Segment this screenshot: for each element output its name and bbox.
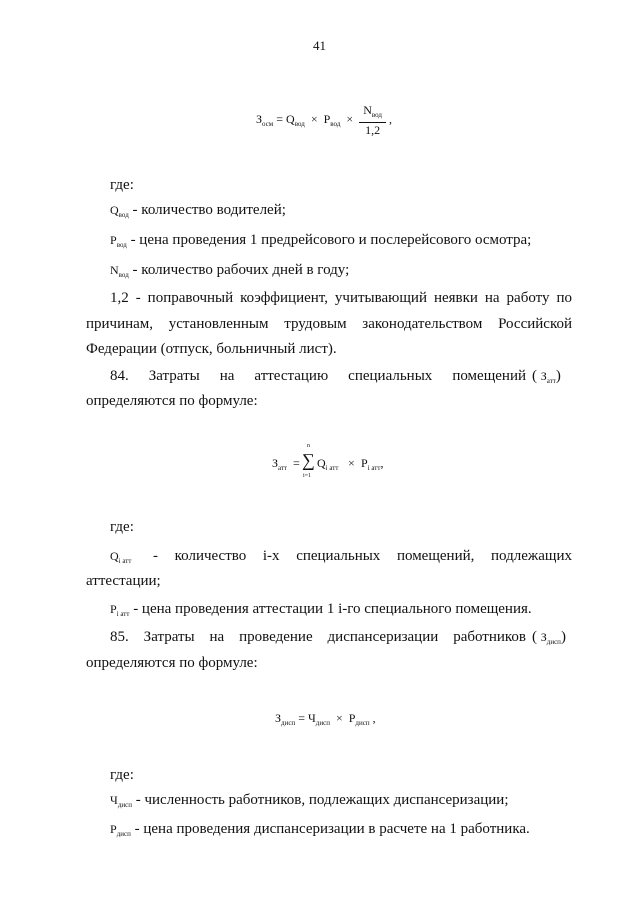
definition-line: $Q_{вод}$ - количество водителей; — [110, 202, 286, 219]
page-number: 41 — [313, 38, 326, 53]
formula-attestation: $З_{атт}$ = n ∑ i=1 $Q_{i атт}$ × $P_{i атт}$, — [272, 443, 384, 479]
fraction: $\frac{N_{вод}}{1,2}$ — [359, 103, 386, 137]
where-label-1: где: — [110, 177, 134, 193]
definition-line: $Ч_{дисп}$ - численность работников, подлежащих диспансеризации; — [110, 792, 509, 809]
definition-line: $Р_{вод}$ - цена проведения 1 предрейсового и послерейсового осмотра; — [110, 232, 532, 249]
definition-line: аттестации; — [86, 573, 161, 589]
paragraph-line: определяются по формуле: — [86, 655, 258, 671]
definition-line: $Р_{дисп}$ - цена проведения диспансеризации в расчете на 1 работника. — [110, 821, 530, 838]
paragraph-line: причинам, установленным трудовым законодательством Российской — [86, 316, 572, 332]
inline-symbol: ( $З_{атт}$) — [532, 368, 561, 385]
definition-line: - количество i-х специальных помещений, подлежащих — [153, 548, 572, 564]
paragraph-line: определяются по формуле: — [86, 393, 258, 409]
paragraph-line: Федерации (отпуск, больничный лист). — [86, 341, 337, 357]
paragraph-85-line: 85. Затраты на проведение диспансеризации работников — [110, 629, 526, 645]
formula-dispensary: $З_{дисп} = Ч_{дисп} \times Р_{дисп}$ , — [275, 711, 376, 727]
definition-line: $N_{вод}$ - количество рабочих дней в году; — [110, 262, 350, 279]
formula-medical-exam: $З_{осм} = Q_{вод} \times Р_{вод}$ × $\frac{N_{вод}}{1,2}$ , — [256, 103, 392, 137]
paragraph-84-line: 84. Затраты на аттестацию специальных помещений — [110, 368, 526, 384]
inline-symbol: ( $З_{дисп}$) — [532, 629, 566, 646]
where-label-2: где: — [110, 519, 134, 535]
definition-line: $P_{i атт}$ - цена проведения аттестации 1 i-го специального помещения. — [110, 601, 532, 618]
definition-symbol: $Q_{i атт}$ — [110, 549, 132, 565]
where-label-3: где: — [110, 767, 134, 783]
paragraph-line: 1,2 - поправочный коэффициент, учитывающий неявки на работу по — [110, 290, 572, 306]
